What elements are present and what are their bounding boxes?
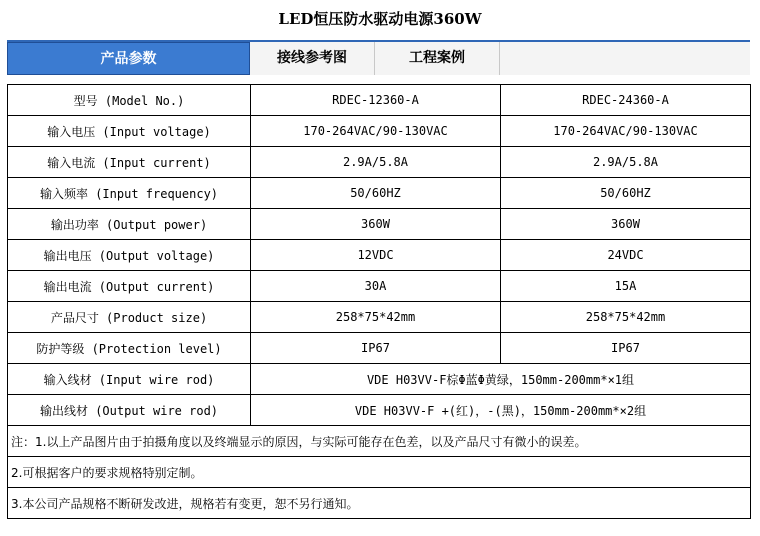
table-row [8,302,751,333]
note-row [8,457,751,488]
spec-value-a: 30A [251,271,501,302]
note-text: 注：1.以上产品图片由于拍摄角度以及终端显示的原因，与实际可能存在色差，以及产品尺寸有微小的误差。 [8,426,751,457]
spec-table [7,84,751,519]
spec-value-b: 170-264VAC/90-130VAC [501,116,751,147]
tab-project-cases[interactable]: 工程案例 [375,42,500,75]
spec-label: 防护等级 (Protection level) [8,333,251,364]
spec-value-b: IP67 [501,333,751,364]
spec-label: 输入线材 (Input wire rod) [8,364,251,395]
table-row [8,240,751,271]
table-row [8,209,751,240]
table-row [8,147,751,178]
spec-label: 输出线材 (Output wire rod) [8,395,251,426]
table-row [8,85,751,116]
spec-value-b: 2.9A/5.8A [501,147,751,178]
table-row [8,395,751,426]
spec-value-b: 15A [501,271,751,302]
spec-value-a: IP67 [251,333,501,364]
spec-label: 输出电流 (Output current) [8,271,251,302]
spec-value-b: 360W [501,209,751,240]
spec-value-a: 360W [251,209,501,240]
spec-label: 输出电压 (Output voltage) [8,240,251,271]
spec-label: 输出功率 (Output power) [8,209,251,240]
spec-label: 输入频率 (Input frequency) [8,178,251,209]
spec-value-b: 24VDC [501,240,751,271]
spec-value-b: 50/60HZ [501,178,751,209]
table-row [8,271,751,302]
spec-value-a: RDEC-12360-A [251,85,501,116]
spec-value-merged: VDE H03VV-F +(红)，-(黑)，150mm-200mm*×2组 [251,395,751,426]
spec-label: 输入电压 (Input voltage) [8,116,251,147]
note-text: 2.可根据客户的要求规格特别定制。 [8,457,751,488]
tab-product-params[interactable]: 产品参数 [7,42,250,75]
spec-value-merged: VDE H03VV-F棕Φ蓝Φ黄绿，150mm-200mm*×1组 [251,364,751,395]
spec-value-a: 258*75*42mm [251,302,501,333]
note-text: 3.本公司产品规格不断研发改进，规格若有变更，恕不另行通知。 [8,488,751,519]
spec-value-a: 170-264VAC/90-130VAC [251,116,501,147]
spec-label: 输入电流 (Input current) [8,147,251,178]
table-row [8,333,751,364]
spec-value-a: 12VDC [251,240,501,271]
note-row [8,488,751,519]
spec-label: 型号 (Model No.) [8,85,251,116]
tab-wiring-diagram[interactable]: 接线参考图 [250,42,375,75]
table-row [8,364,751,395]
spec-value-a: 50/60HZ [251,178,501,209]
tab-bar [7,40,750,75]
spec-value-b: RDEC-24360-A [501,85,751,116]
page-title: LED恒压防水驱动电源360W [278,10,482,28]
spec-value-b: 258*75*42mm [501,302,751,333]
note-row [8,426,751,457]
spec-label: 产品尺寸 (Product size) [8,302,251,333]
table-row [8,116,751,147]
table-row [8,178,751,209]
spec-value-a: 2.9A/5.8A [251,147,501,178]
